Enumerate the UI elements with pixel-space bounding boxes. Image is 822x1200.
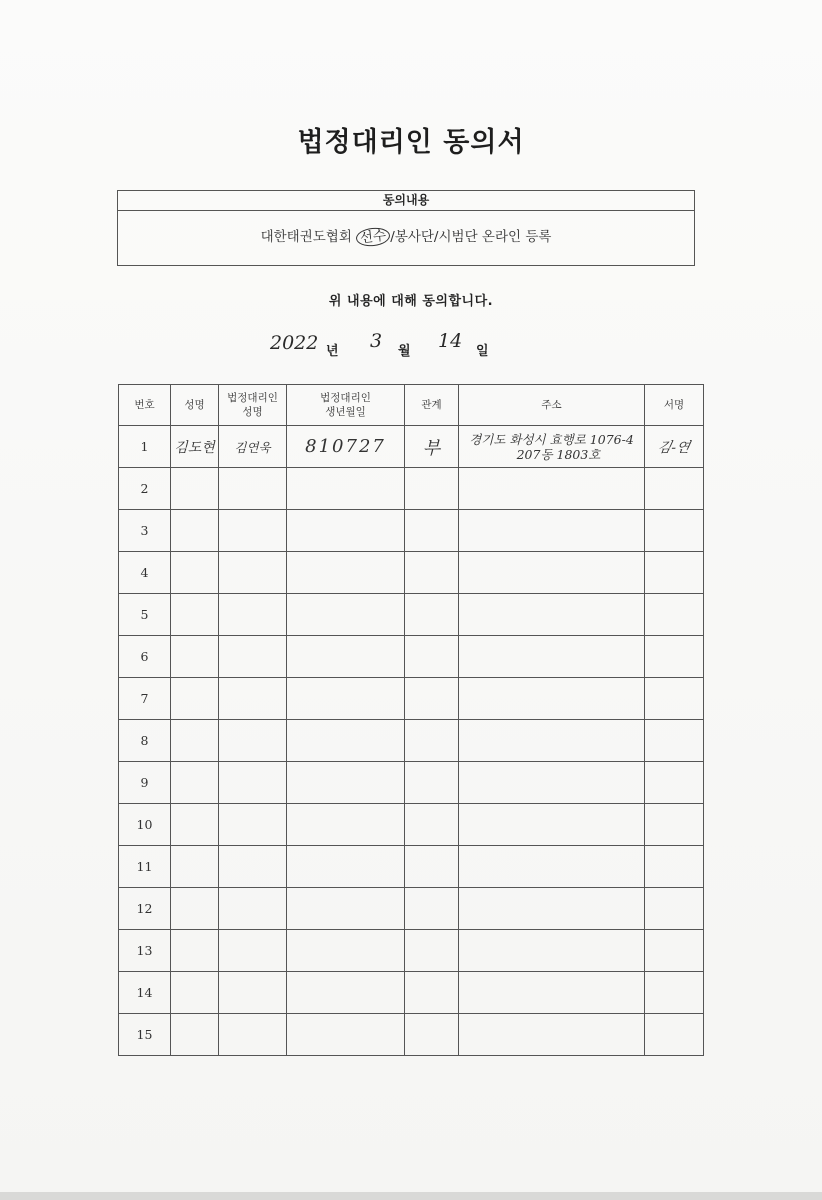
page-title: 법정대리인 동의서 xyxy=(297,127,525,158)
cell-no: 10 xyxy=(119,804,171,846)
cell-signature xyxy=(645,762,704,804)
cell-relation xyxy=(405,468,459,510)
cell-name xyxy=(171,636,219,678)
cell-no: 4 xyxy=(119,552,171,594)
consent-suffix: /봉사단/시범단 온라인 등록 xyxy=(390,229,552,245)
cell-signature xyxy=(645,1014,704,1056)
cell-guardian-name xyxy=(219,510,287,552)
cell-relation xyxy=(405,930,459,972)
cell-relation xyxy=(405,888,459,930)
table-header-row xyxy=(119,385,704,426)
cell-name xyxy=(171,1014,219,1056)
date-month-label: 월 xyxy=(398,344,411,359)
cell-name xyxy=(171,678,219,720)
cell-guardian-birth xyxy=(287,1014,405,1056)
cell-address xyxy=(459,594,645,636)
cell-name: 김도현 xyxy=(171,426,219,468)
cell-relation xyxy=(405,762,459,804)
cell-no: 11 xyxy=(119,846,171,888)
cell-guardian-birth xyxy=(287,888,405,930)
cell-address xyxy=(459,1014,645,1056)
cell-address xyxy=(459,468,645,510)
table-row xyxy=(119,888,704,930)
table-row xyxy=(119,720,704,762)
table-row xyxy=(119,468,704,510)
cell-guardian-birth xyxy=(287,720,405,762)
cell-address xyxy=(459,804,645,846)
cell-name xyxy=(171,930,219,972)
header-guardian-name: 법정대리인 성명 xyxy=(219,385,287,426)
cell-name xyxy=(171,720,219,762)
date-year-label: 년 xyxy=(326,344,339,359)
table-row xyxy=(119,846,704,888)
cell-address xyxy=(459,510,645,552)
table-row xyxy=(119,804,704,846)
cell-guardian-birth xyxy=(287,804,405,846)
table-row xyxy=(119,1014,704,1056)
cell-relation xyxy=(405,720,459,762)
consent-prefix: 대한태권도협회 xyxy=(260,229,357,245)
header-signature: 서명 xyxy=(645,385,704,426)
agreement-statement: 위 내용에 대해 동의합니다. xyxy=(328,294,494,309)
consent-header: 동의내용 xyxy=(118,191,694,211)
cell-name xyxy=(171,804,219,846)
cell-guardian-birth xyxy=(287,636,405,678)
cell-name xyxy=(171,846,219,888)
cell-relation xyxy=(405,1014,459,1056)
cell-address xyxy=(459,552,645,594)
cell-guardian-name xyxy=(219,636,287,678)
cell-relation xyxy=(405,678,459,720)
cell-relation xyxy=(405,552,459,594)
cell-no: 8 xyxy=(119,720,171,762)
header-name: 성명 xyxy=(171,385,219,426)
cell-signature xyxy=(645,804,704,846)
cell-no: 13 xyxy=(119,930,171,972)
cell-signature xyxy=(645,510,704,552)
cell-address xyxy=(459,720,645,762)
consent-content xyxy=(118,211,694,263)
cell-guardian-name xyxy=(219,972,287,1014)
cell-signature xyxy=(645,468,704,510)
cell-signature xyxy=(645,888,704,930)
cell-name xyxy=(171,888,219,930)
header-address: 주소 xyxy=(459,385,645,426)
cell-guardian-birth xyxy=(287,468,405,510)
date-day: 14 xyxy=(438,330,463,352)
consent-box xyxy=(117,190,695,266)
cell-guardian-name xyxy=(219,762,287,804)
cell-guardian-birth: 810727 xyxy=(287,426,405,468)
table-row xyxy=(119,594,704,636)
cell-guardian-birth xyxy=(287,594,405,636)
cell-no: 6 xyxy=(119,636,171,678)
cell-signature xyxy=(645,594,704,636)
cell-guardian-name xyxy=(219,1014,287,1056)
table-row xyxy=(119,636,704,678)
cell-address xyxy=(459,930,645,972)
cell-relation xyxy=(405,594,459,636)
cell-guardian-name xyxy=(219,720,287,762)
cell-guardian-name xyxy=(219,552,287,594)
date-month: 3 xyxy=(370,330,383,352)
cell-relation: 부 xyxy=(405,426,459,468)
cell-guardian-name xyxy=(219,594,287,636)
cell-address xyxy=(459,888,645,930)
cell-signature xyxy=(645,552,704,594)
cell-guardian-name: 김연욱 xyxy=(219,426,287,468)
cell-signature xyxy=(645,636,704,678)
cell-name xyxy=(171,762,219,804)
table-row xyxy=(119,678,704,720)
cell-address xyxy=(459,972,645,1014)
cell-address: 경기도 화성시 효행로 1076-4 207동 1803호 xyxy=(459,426,645,468)
cell-address xyxy=(459,762,645,804)
header-guardian-birth: 법정대리인 생년월일 xyxy=(287,385,405,426)
cell-no: 3 xyxy=(119,510,171,552)
cell-guardian-birth xyxy=(287,510,405,552)
cell-no: 2 xyxy=(119,468,171,510)
cell-signature xyxy=(645,678,704,720)
cell-name xyxy=(171,468,219,510)
cell-signature xyxy=(645,426,704,468)
cell-no: 15 xyxy=(119,1014,171,1056)
cell-signature xyxy=(645,846,704,888)
cell-guardian-birth xyxy=(287,972,405,1014)
cell-signature xyxy=(645,720,704,762)
table-row xyxy=(119,510,704,552)
cell-relation xyxy=(405,510,459,552)
date-day-label: 일 xyxy=(476,344,489,359)
cell-relation xyxy=(405,972,459,1014)
circled-option: 선수 xyxy=(355,226,391,247)
cell-no: 9 xyxy=(119,762,171,804)
cell-guardian-name xyxy=(219,468,287,510)
cell-guardian-name xyxy=(219,846,287,888)
signature-mark: 김-연 xyxy=(656,439,692,456)
cell-no: 1 xyxy=(119,426,171,468)
header-relation: 관계 xyxy=(405,385,459,426)
table-row xyxy=(119,552,704,594)
table-row xyxy=(119,930,704,972)
guardian-table xyxy=(118,384,704,1056)
cell-guardian-birth xyxy=(287,762,405,804)
cell-name xyxy=(171,510,219,552)
table-row xyxy=(119,762,704,804)
cell-address xyxy=(459,636,645,678)
cell-guardian-birth xyxy=(287,930,405,972)
scan-edge xyxy=(0,1192,822,1200)
cell-name xyxy=(171,594,219,636)
cell-no: 5 xyxy=(119,594,171,636)
cell-guardian-name xyxy=(219,930,287,972)
cell-relation xyxy=(405,804,459,846)
header-no: 번호 xyxy=(119,385,171,426)
cell-guardian-name xyxy=(219,804,287,846)
cell-no: 7 xyxy=(119,678,171,720)
cell-address xyxy=(459,678,645,720)
cell-guardian-name xyxy=(219,888,287,930)
cell-name xyxy=(171,972,219,1014)
cell-signature xyxy=(645,930,704,972)
cell-guardian-birth xyxy=(287,552,405,594)
cell-no: 14 xyxy=(119,972,171,1014)
date-year: 2022 xyxy=(270,332,319,354)
cell-guardian-name xyxy=(219,678,287,720)
cell-relation xyxy=(405,846,459,888)
cell-guardian-birth xyxy=(287,678,405,720)
cell-signature xyxy=(645,972,704,1014)
cell-name xyxy=(171,552,219,594)
cell-relation xyxy=(405,636,459,678)
cell-address xyxy=(459,846,645,888)
table-row xyxy=(119,426,704,468)
cell-no: 12 xyxy=(119,888,171,930)
table-row xyxy=(119,972,704,1014)
cell-guardian-birth xyxy=(287,846,405,888)
